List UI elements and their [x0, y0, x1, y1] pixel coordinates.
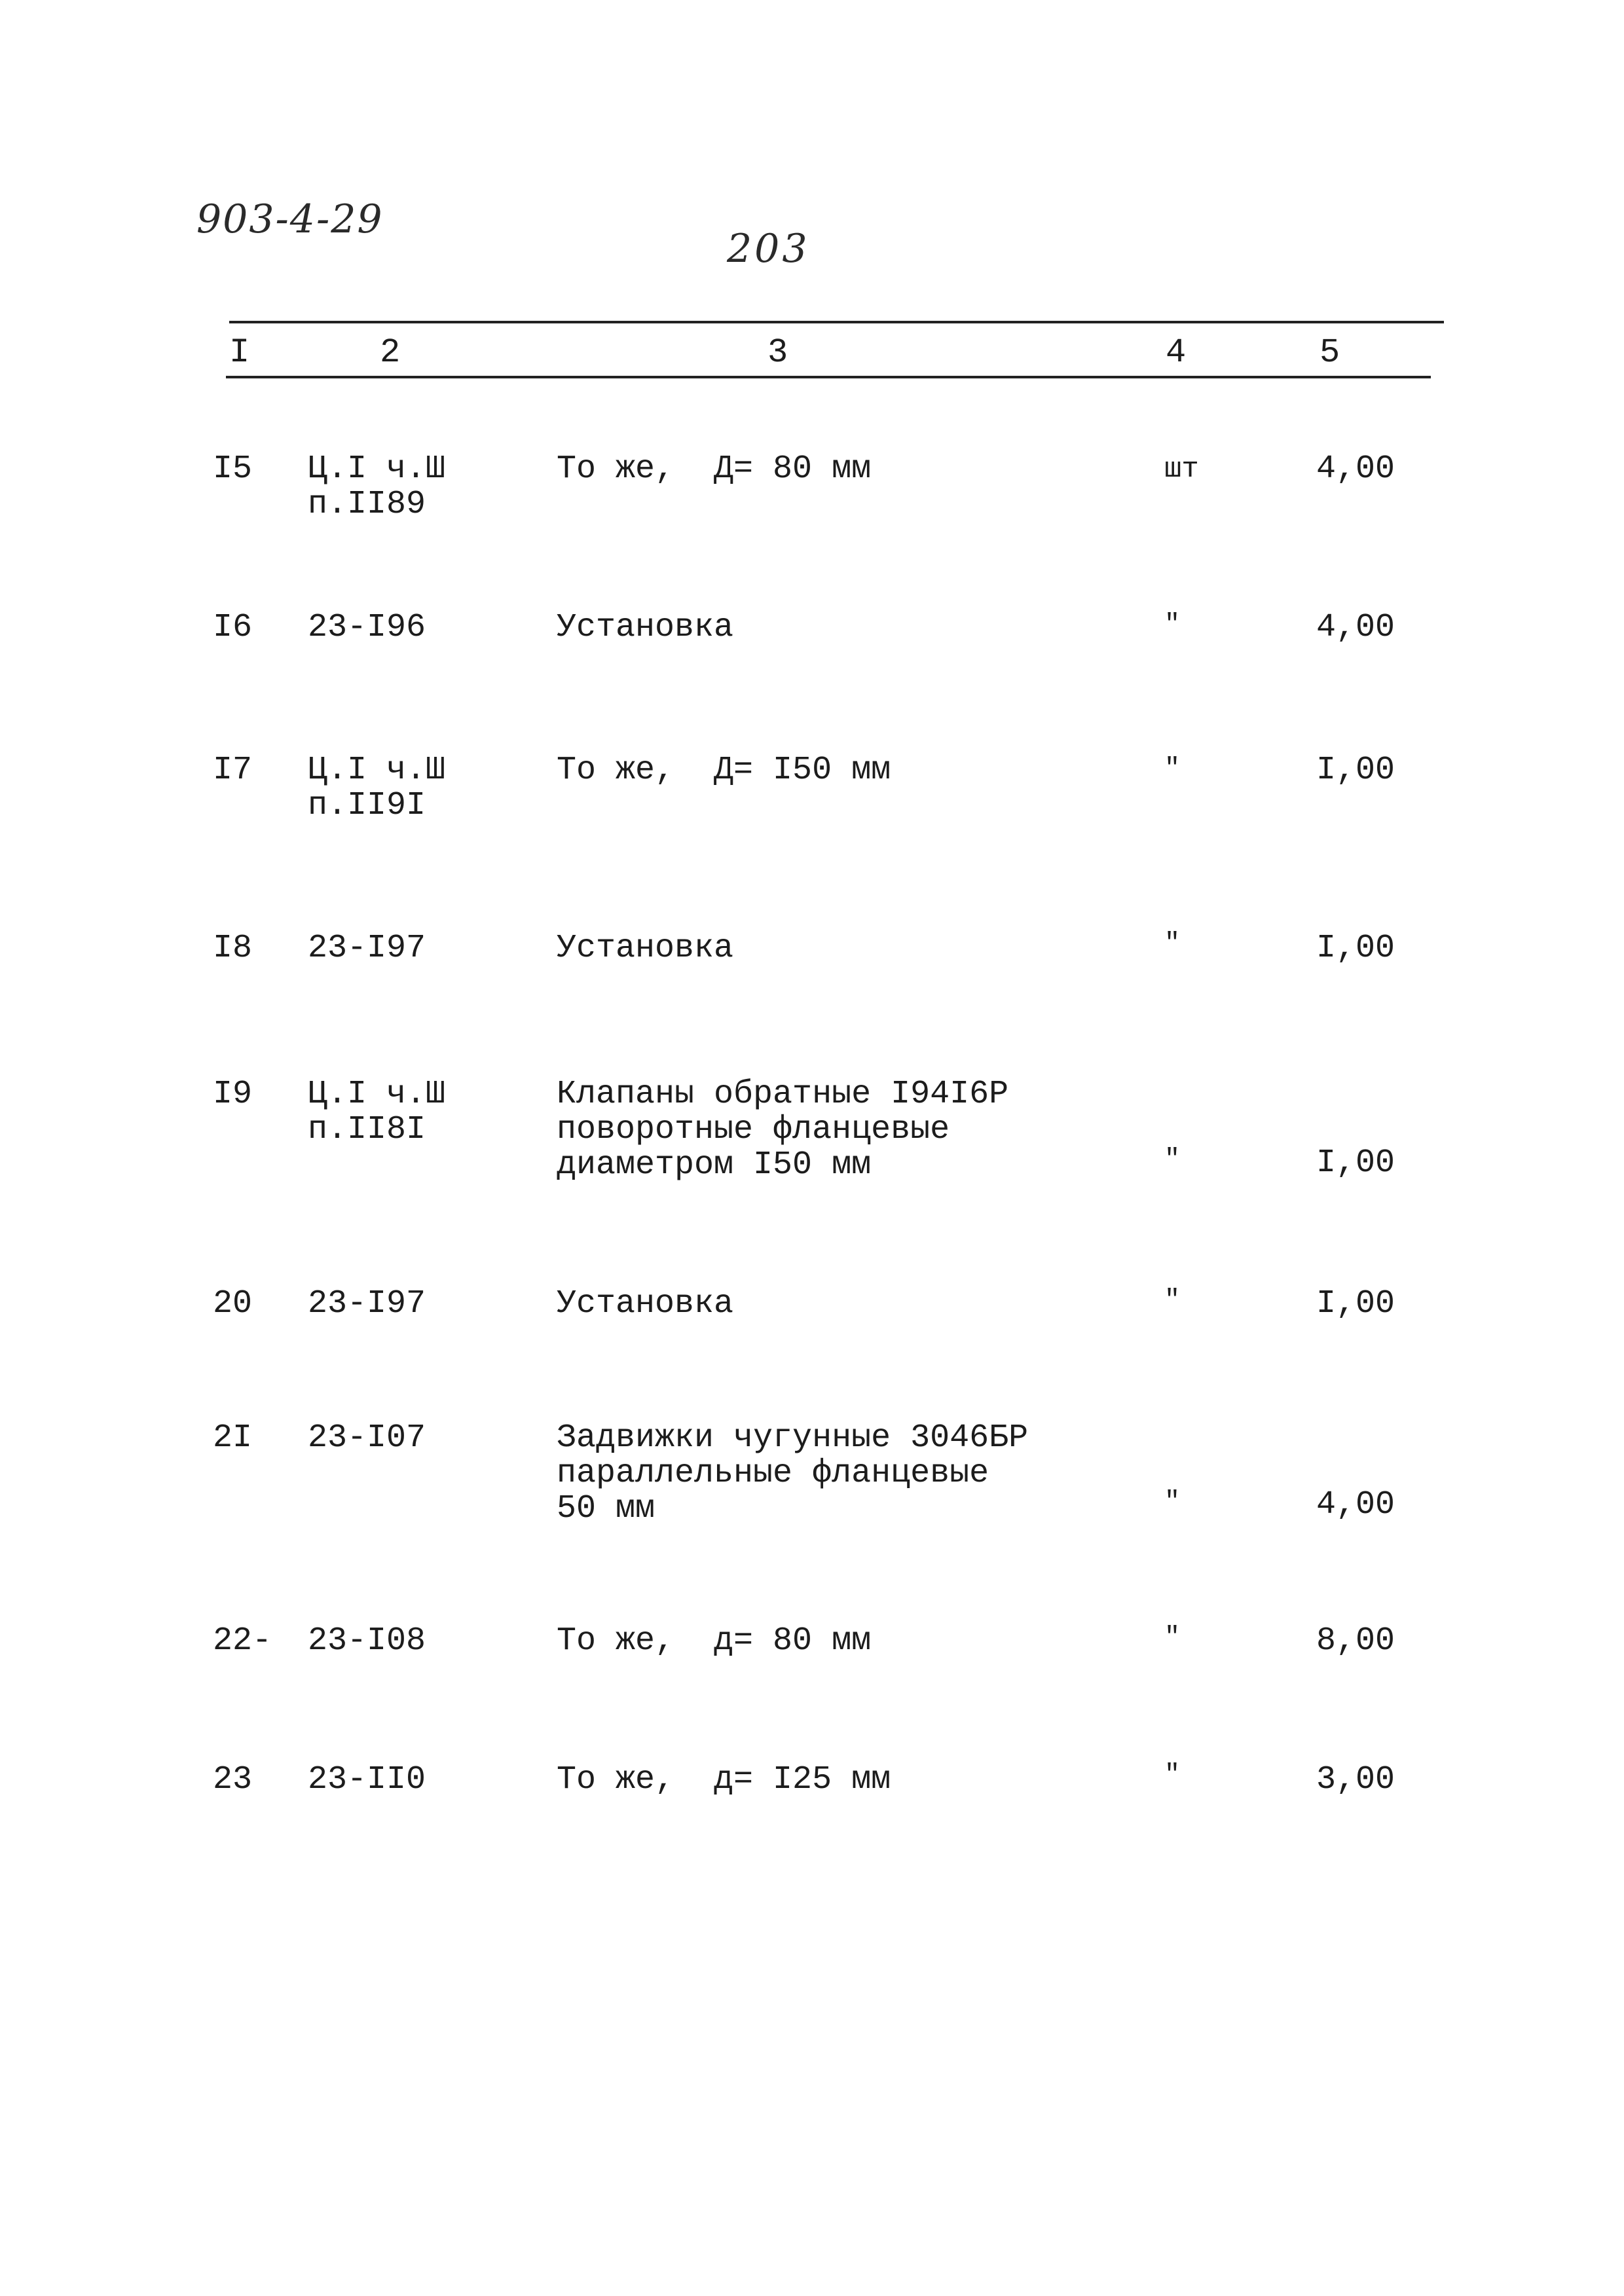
row-quantity: 4,00	[1316, 450, 1395, 488]
row-quantity: I,00	[1316, 1144, 1395, 1182]
row-code: Ц.I ч.Ш п.II89	[308, 450, 446, 523]
row-quantity: 8,00	[1316, 1622, 1395, 1660]
row-code: 23-II0	[308, 1761, 426, 1798]
row-number: I6	[213, 609, 253, 646]
row-code: 23-I07	[308, 1419, 426, 1457]
header-col-1: I	[229, 333, 250, 372]
row-code: Ц.I ч.Ш п.II8I	[308, 1076, 446, 1148]
row-quantity: 3,00	[1316, 1761, 1395, 1798]
header-col-3: 3	[767, 333, 788, 372]
row-description: Задвижки чугунные 3046БР параллельные фланцевые 50 мм	[557, 1419, 1029, 1527]
row-code: Ц.I ч.Ш п.II9I	[308, 752, 446, 824]
header-col-2: 2	[380, 333, 401, 372]
row-unit: "	[1164, 1760, 1181, 1790]
row-number: 23	[213, 1761, 253, 1798]
table-top-rule	[229, 321, 1444, 323]
row-unit: "	[1164, 929, 1181, 958]
page-number: 203	[727, 226, 810, 272]
row-number: I9	[213, 1076, 253, 1113]
document-code: 903-4-29	[196, 196, 384, 242]
row-description: То же, д= I25 мм	[557, 1761, 891, 1798]
row-quantity: 4,00	[1316, 609, 1395, 646]
row-code: 23-I96	[308, 609, 426, 646]
row-description: То же, Д= 80 мм	[557, 450, 872, 488]
row-quantity: 4,00	[1316, 1486, 1395, 1523]
row-quantity: I,00	[1316, 752, 1395, 789]
row-number: 20	[213, 1285, 253, 1322]
table-header-rule	[226, 376, 1431, 378]
row-unit: "	[1164, 754, 1181, 784]
row-description: То же, Д= I50 мм	[557, 752, 891, 789]
row-unit: "	[1164, 1623, 1181, 1652]
row-unit: "	[1164, 1487, 1181, 1517]
row-quantity: I,00	[1316, 1285, 1395, 1322]
row-description: Клапаны обратные I94I6Р поворотные фланцевые диаметром I50 мм	[557, 1076, 1009, 1184]
row-code: 23-I08	[308, 1622, 426, 1660]
header-col-5: 5	[1320, 333, 1340, 372]
row-description: Установка	[557, 609, 734, 646]
row-description: То же, д= 80 мм	[557, 1622, 872, 1660]
row-number: 2I	[213, 1419, 253, 1457]
row-code: 23-I97	[308, 1285, 426, 1322]
row-unit: "	[1164, 610, 1181, 640]
row-number: 22-	[213, 1622, 272, 1660]
row-unit: "	[1164, 1286, 1181, 1315]
row-description: Установка	[557, 930, 734, 967]
row-number: I8	[213, 930, 253, 967]
row-unit: шт	[1164, 453, 1199, 486]
row-code: 23-I97	[308, 930, 426, 967]
header-col-4: 4	[1166, 333, 1187, 372]
row-description: Установка	[557, 1285, 734, 1322]
row-quantity: I,00	[1316, 930, 1395, 967]
row-number: I5	[213, 450, 253, 488]
row-unit: "	[1164, 1145, 1181, 1175]
row-number: I7	[213, 752, 253, 789]
